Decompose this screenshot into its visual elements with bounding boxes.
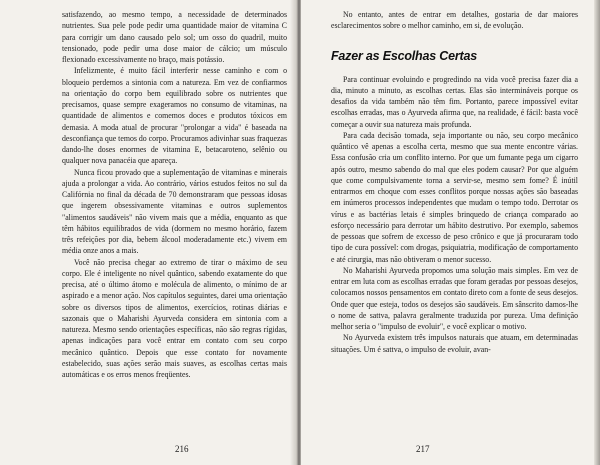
left-page-number: 216: [175, 444, 189, 454]
left-page: [0, 0, 297, 465]
left-paragraph-1: satisfazendo, ao mesmo tempo, a necessidade de determinados nutrientes. Sua pele pode pedir uma quantidade maior de vitamina C para corrigir um dano causado pelo sol; um osso do quadril, muito tensionado, pode pedir uma dose maior de cálcio; um músculo flexionado excessivamente no braço, mais potássio.: [62, 10, 287, 64]
right-paragraph-2: Para cada decisão tomada, seja importante ou não, seu corpo mecânico quântico vê apenas a escolha certa, mesmo que sua mente encontre várias. Essa confusão cria um conflito interno. Por que um fumante pega um cigarro após outro, mesmo sabendo do mal que eles podem causar? Por que alguém que come compulsivamente torna a servir-se, mesmo sem fome? É inútil entrarmos em choque com esses conflitos porque nossas ações são baseadas em inúmeros processos independentes que mudam o tempo todo. Derrotar os vírus e as bactérias letais é simples brinquedo de criança comparado ao esforço necessário para derrotar um hábito destrutivo. Por exemplo, sabemos de pessoas que sofrem de excesso de peso crônico e que já procuraram todo tipo de cura possível: com drogas, psiquiatria, modificação de comportamento e até cirurgia, mas não obtiveram o menor sucesso.: [331, 130, 578, 264]
right-page-body: [331, 9, 578, 355]
left-paragraph-3: Nunca ficou provado que a suplementação de vitaminas e minerais ajuda a prolongar a vida. Ao contrário, vários estudos feitos no sul da Califórnia no final da década de 70 demonstraram que pessoas idosas que ingerem obsessivamente vitaminas e outros suplementos "alimentos saudáveis" não vivem mais que a média, enquanto as que têm hábitos equilibrados de vida (dormem no mesmo horário, fazem três refeições por dia, bebem álcool moderadamente etc.) vivem em média onze anos a mais.: [62, 167, 287, 256]
left-page-body: [62, 9, 287, 380]
section-heading: Fazer as Escolhas Certas: [331, 48, 477, 63]
left-paragraph-2: Infelizmente, é muito fácil interferir nesse caminho e com o bloqueio perdemos a sintonia com a natureza. Em vez de confiarmos na orientação do corpo bem equilibrado sobre os nutrientes que precisamos, quase sempre exageramos no consumo de vitaminas, na quantidade de alimentos e comemos doces e produtos tóxicos em demasia. A moda atual de procurar "prolongar a vida" é baseada na desconfiança que temos do corpo. Procuramos adivinhar suas fraquezas dando-lhe doses enormes de vitamina E, betacaroteno, selênio ou qualquer nova panacéia que apareça.: [62, 66, 287, 166]
right-paragraph-4: No Ayurveda existem três impulsos naturais que atuam, em determinadas situações. Um é sattva, o impulso de evoluir, avan-: [331, 333, 578, 354]
right-page-number: 217: [416, 444, 430, 454]
right-intro-paragraph: No entanto, antes de entrar em detalhes, gostaria de dar maiores esclarecimentos sobre o melhor caminho, em si, de evolução.: [331, 10, 578, 31]
right-paragraph-3: No Maharishi Ayurveda propomos uma solução mais simples. Em vez de entrar em luta com as escolhas erradas que foram geradas por pessoas desejos, colocamos nossos pensamentos em contato direto com a fonte de seus desejos. Onde quer que esteja, todos os desejos são saudáveis. Em sânscrito damos-lhe o nome de sattva, palavra geralmente traduzida por pureza. Uma definição melhor seria o "impulso de evoluir", e você explicar o motivo.: [331, 265, 578, 331]
right-page: [301, 0, 600, 465]
page-edge-shadow: [594, 0, 600, 465]
right-paragraph-1: Para continuar evoluindo e progredindo na vida você precisa fazer dia a dia, minuto a minuto, as escolhas certas. Elas são intermináveis porque os desafios da vida também não têm fim. Portanto, parece impossível evitar escolhas erradas, mas o Ayurveda afirma que, na realidade, é fácil: basta você começar a ouvir sua natureza mais profunda.: [331, 74, 578, 129]
left-paragraph-4: Você não precisa chegar ao extremo de tirar o máximo de seu corpo. Ele é inteligente no nível quântico, sabendo exatamente do que precisa, até o último átomo e molécula de alimento, o mínimo de ar aspirado e a menor ação. Nos capítulos seguintes, darei uma orientação sobre os diversos tipos de alimentos, exercícios, rotinas diárias e sazonais que o Maharishi Ayurveda considera em sintonia com a natureza. Mesmo sendo orientações específicas, não são regras rígidas, apenas indicações para você entrar em contato com seu corpo mecânico quântico. Depois que esse contato for novamente estabelecido, suas ações serão mais suaves, as escolhas certas mais automáticas e os erros menos freqüentes.: [62, 257, 287, 379]
